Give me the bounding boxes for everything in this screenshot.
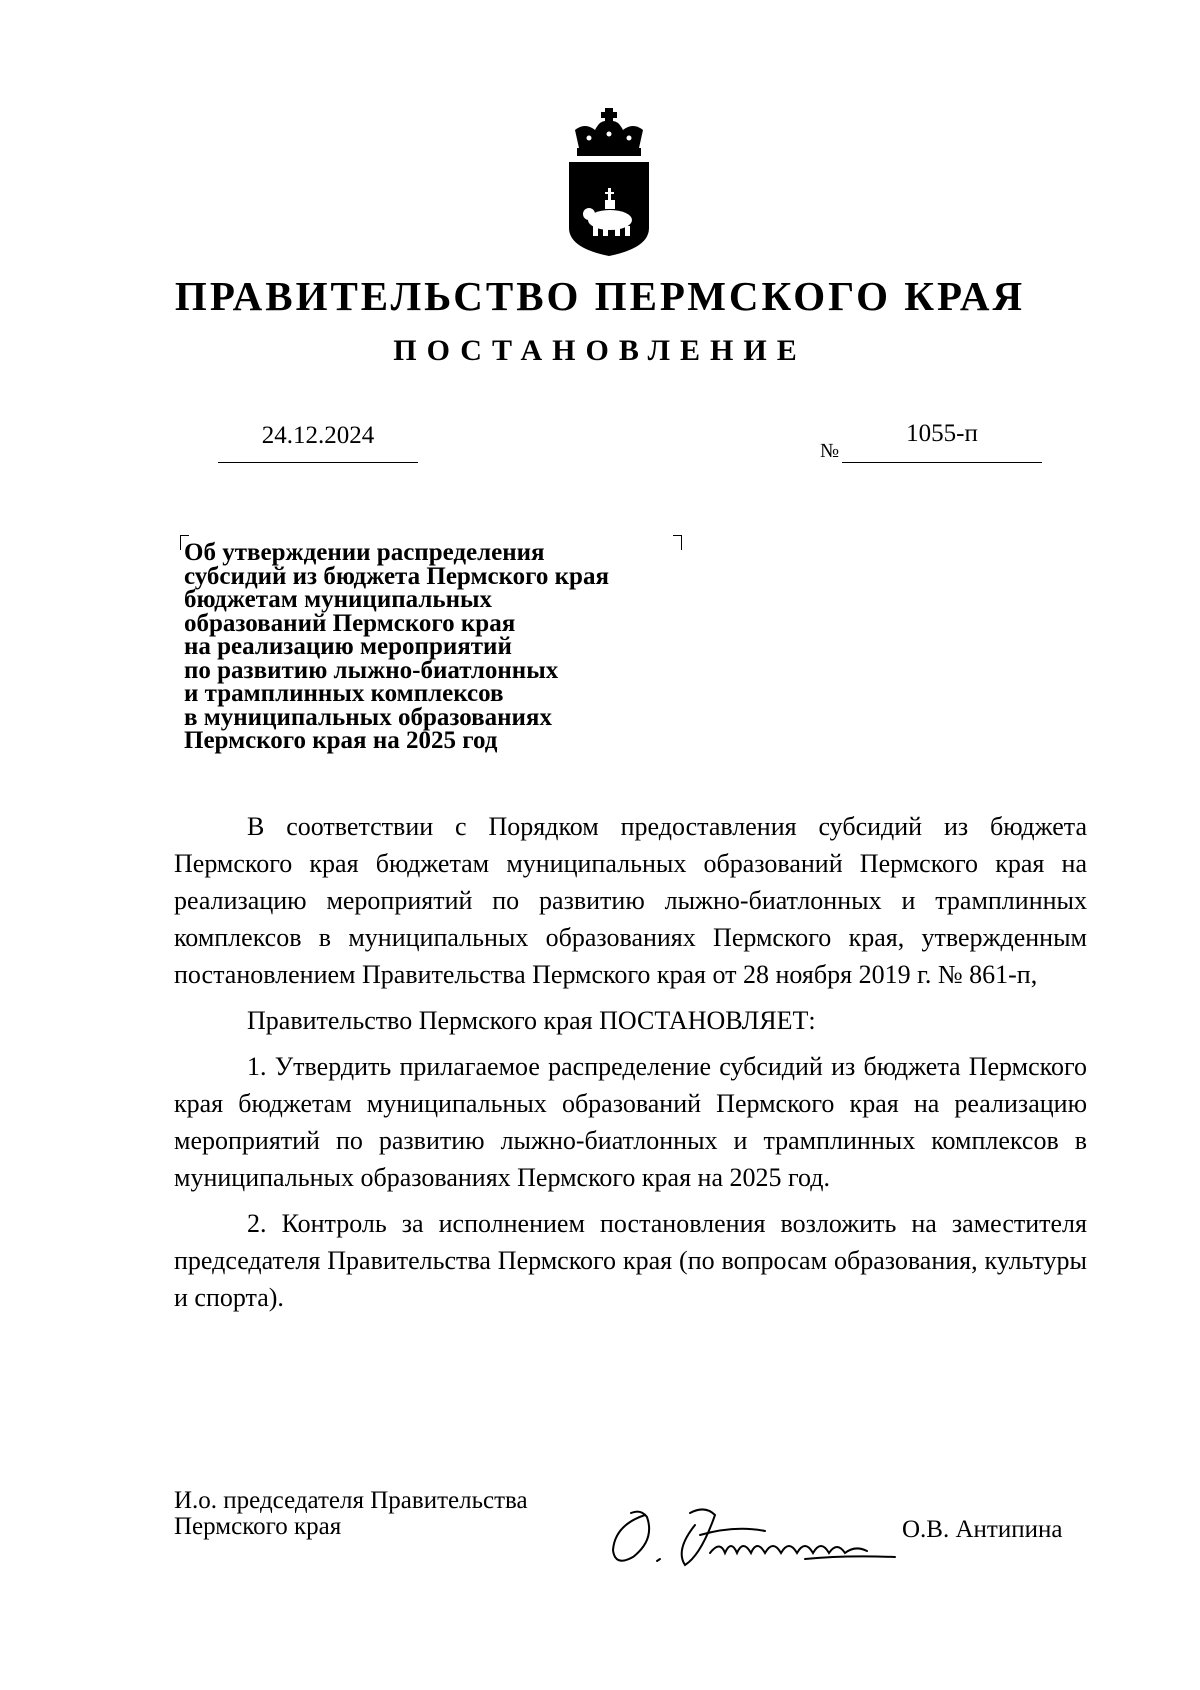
subject-line: и трамплинных комплексов — [184, 680, 504, 707]
subject-line: по развитию лыжно-биатлонных — [184, 656, 559, 684]
signer-name: О.В. Антипина — [902, 1516, 1063, 1543]
subject-line: Пермского края на 2025 год — [184, 727, 498, 754]
signer-position-line: И.о. председателя Правительства — [174, 1487, 528, 1514]
number-sign: № — [820, 440, 840, 462]
document-type: ПОСТАНОВЛЕНИЕ — [393, 334, 807, 367]
item-2-paragraph: 2. Контроль за исполнением постановления возложить на заместителя председателя Правительства Пермского края (по вопросам образования, культуры и спорта). — [174, 1209, 1087, 1312]
signer-position-line: Пермского края — [174, 1513, 342, 1540]
document-date: 24.12.2024 — [218, 422, 418, 463]
coat-of-arms-emblem — [565, 108, 653, 258]
subject-line: Об утверждении распределения — [184, 539, 545, 566]
resolves-paragraph: Правительство Пермского края ПОСТАНОВЛЯЕТ: — [247, 1006, 816, 1035]
preamble-paragraph: В соответствии с Порядком предоставления субсидий из бюджета Пермского края бюджетам муниципальных образований Пермского края на реализацию мероприятий по развитию лыжно-биатлонных и трамплинных комплексов в муниципальных образованиях Пермского края, утвержденным постановлением Правительства Пермского края от 28 ноября 2019 г. № 861-п, — [174, 812, 1087, 989]
government-title: ПРАВИТЕЛЬСТВО ПЕРМСКОГО КРАЯ — [174, 273, 1026, 319]
subject-line: на реализацию мероприятий — [184, 633, 512, 660]
document-subject — [184, 541, 684, 753]
item-1-paragraph: 1. Утвердить прилагаемое распределение субсидий из бюджета Пермского края бюджетам муниципальных образований Пермского края на реализацию мероприятий по развитию лыжно-биатлонных и трамплинных комплексов в муниципальных образованиях Пермского края на 2025 год. — [174, 1052, 1087, 1192]
subject-line: бюджетам муниципальных — [184, 586, 493, 613]
signer-position — [174, 1488, 528, 1540]
document-body — [174, 808, 1087, 1325]
document-number: 1055-п — [842, 420, 1042, 463]
subject-line: субсидий из бюджета Пермского края — [184, 562, 609, 590]
handwritten-signature — [605, 1495, 915, 1570]
subject-line: образований Пермского края — [184, 609, 516, 637]
subject-line: в муниципальных образованиях — [184, 703, 552, 731]
